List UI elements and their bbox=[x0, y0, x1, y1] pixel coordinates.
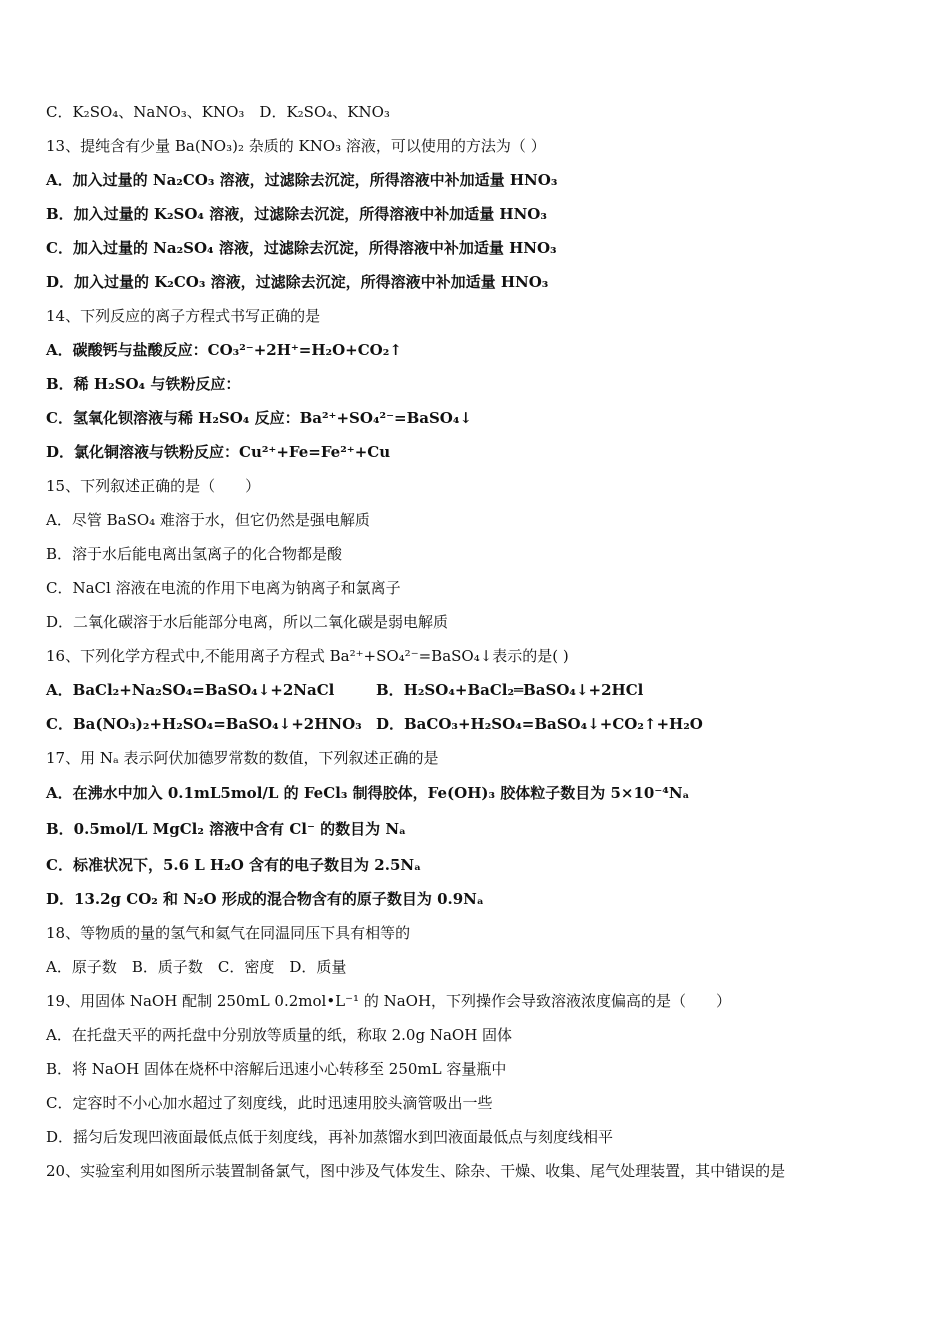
q17-option-b: B．0.5mol/L MgCl₂ 溶液中含有 Cl⁻ 的数目为 Nₐ bbox=[46, 820, 407, 838]
q16-option-d: D．BaCO₃+H₂SO₄=BaSO₄↓+CO₂↑+H₂O bbox=[376, 715, 703, 733]
q19-option-a: A．在托盘天平的两托盘中分别放等质量的纸，称取 2.0g NaOH 固体 bbox=[46, 1026, 513, 1044]
q17-stem: 17、用 Nₐ 表示阿伏加德罗常数的数值，下列叙述正确的是 bbox=[46, 749, 439, 767]
q16-stem: 16、下列化学方程式中,不能用离子方程式 Ba²⁺+SO₄²⁻=BaSO₄↓表示的是( ) bbox=[46, 647, 569, 665]
q13-stem: 13、提纯含有少量 Ba(NO₃)₂ 杂质的 KNO₃ 溶液，可以使用的方法为（ ） bbox=[46, 137, 546, 155]
q12-options-cd: C．K₂SO₄、NaNO₃、KNO₃ D．K₂SO₄、KNO₃ bbox=[46, 103, 390, 121]
q14-option-b: B．稀 H₂SO₄ 与铁粉反应： bbox=[46, 375, 241, 393]
q17-option-d: D．13.2g CO₂ 和 N₂O 形成的混合物含有的原子数目为 0.9Nₐ bbox=[46, 890, 484, 908]
q18-options: A．原子数 B．质子数 C．密度 D．质量 bbox=[46, 958, 347, 976]
q15-option-c: C．NaCl 溶液在电流的作用下电离为钠离子和氯离子 bbox=[46, 579, 401, 597]
q16-option-c: C．Ba(NO₃)₂+H₂SO₄=BaSO₄↓+2HNO₃ bbox=[46, 715, 362, 733]
q14-stem: 14、下列反应的离子方程式书写正确的是 bbox=[46, 307, 321, 325]
q17-option-c: C．标准状况下，5.6 L H₂O 含有的电子数目为 2.5Nₐ bbox=[46, 856, 422, 874]
q18-stem: 18、等物质的量的氢气和氦气在同温同压下具有相等的 bbox=[46, 924, 411, 942]
q13-option-a: A．加入过量的 Na₂CO₃ 溶液，过滤除去沉淀，所得溶液中补加适量 HNO₃ bbox=[46, 171, 558, 189]
q14-option-a: A．碳酸钙与盐酸反应：CO₃²⁻+2H⁺=H₂O+CO₂↑ bbox=[46, 341, 402, 359]
q20-stem: 20、实验室利用如图所示装置制备氯气，图中涉及气体发生、除杂、干燥、收集、尾气处理装置，其中错误的是 bbox=[46, 1162, 786, 1180]
q14-option-d: D．氯化铜溶液与铁粉反应：Cu²⁺+Fe=Fe²⁺+Cu bbox=[46, 443, 391, 461]
q17-option-a: A．在沸水中加入 0.1mL5mol/L 的 FeCl₃ 制得胶体，Fe(OH)₃ 胶体粒子数目为 5×10⁻⁴Nₐ bbox=[46, 784, 690, 802]
q14-option-c: C．氢氧化钡溶液与稀 H₂SO₄ 反应：Ba²⁺+SO₄²⁻=BaSO₄↓ bbox=[46, 409, 473, 427]
q15-option-d: D．二氧化碳溶于水后能部分电离，所以二氧化碳是弱电解质 bbox=[46, 613, 449, 631]
q13-option-c: C．加入过量的 Na₂SO₄ 溶液，过滤除去沉淀，所得溶液中补加适量 HNO₃ bbox=[46, 239, 557, 257]
q15-stem: 15、下列叙述正确的是（ ） bbox=[46, 477, 261, 495]
q16-option-a: A．BaCl₂+Na₂SO₄=BaSO₄↓+2NaCl bbox=[46, 681, 335, 699]
q19-stem: 19、用固体 NaOH 配制 250mL 0.2mol•L⁻¹ 的 NaOH，下列操作会导致溶液浓度偏高的是（ ） bbox=[46, 992, 732, 1010]
q13-option-b: B．加入过量的 K₂SO₄ 溶液，过滤除去沉淀，所得溶液中补加适量 HNO₃ bbox=[46, 205, 547, 223]
q15-option-a: A．尽管 BaSO₄ 难溶于水，但它仍然是强电解质 bbox=[46, 511, 370, 529]
q19-option-b: B．将 NaOH 固体在烧杯中溶解后迅速小心转移至 250mL 容量瓶中 bbox=[46, 1060, 507, 1078]
q15-option-b: B．溶于水后能电离出氢离子的化合物都是酸 bbox=[46, 545, 343, 563]
q19-option-d: D．摇匀后发现凹液面最低点低于刻度线，再补加蒸馏水到凹液面最低点与刻度线相平 bbox=[46, 1128, 614, 1146]
q16-option-b: B．H₂SO₄+BaCl₂═BaSO₄↓+2HCl bbox=[376, 681, 644, 699]
q19-option-c: C．定容时不小心加水超过了刻度线，此时迅速用胶头滴管吸出一些 bbox=[46, 1094, 493, 1112]
q13-option-d: D．加入过量的 K₂CO₃ 溶液，过滤除去沉淀，所得溶液中补加适量 HNO₃ bbox=[46, 273, 549, 291]
